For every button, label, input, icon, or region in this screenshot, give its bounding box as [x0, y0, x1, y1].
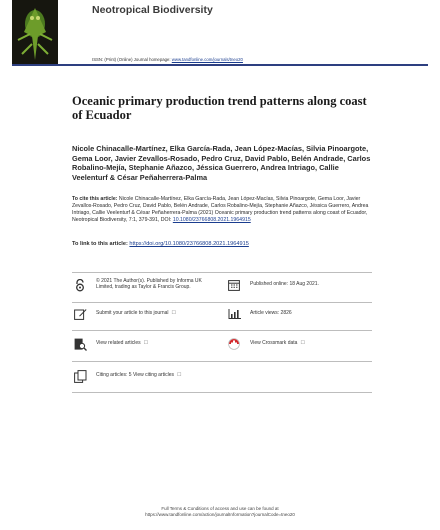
crossmark-icon — [226, 337, 242, 351]
calendar-icon — [226, 278, 242, 292]
citation-block — [72, 196, 372, 224]
table-divider — [72, 272, 372, 273]
pencil-icon — [72, 307, 88, 321]
external-link-icon: ☐ — [143, 340, 149, 346]
table-divider — [72, 302, 372, 303]
related-articles-link[interactable] — [72, 337, 212, 351]
issn-line — [92, 57, 243, 62]
article-link-line — [72, 241, 372, 247]
issn-text: ISSN: (Print) (Online) Journal homepage: — [92, 57, 172, 62]
table-divider — [72, 330, 372, 331]
external-link-icon: ☐ — [171, 310, 177, 316]
citation-text: Nicole Chinacalle-Martínez, Elka García-Rada, Jean López-Macías, Silvia Pinoargote, Gema Loor, Javier Zevallos-Rosado, Pedro Cruz, David Pablo, Belén Andrade, Carlos Robalino-Mejía, Stephanie Añazco, Jéssica Guerrero, Andrea Intriago, Callie Veelenturf & César Peñaherrera-Palma (2021) Oceanic primary production trend patterns along coast of Ecuador, Neotropical Biodiversity, 7:1, 379-391, DOI: — [72, 196, 369, 223]
journal-homepage-link[interactable]: www.tandfonline.com/journals/tneo20 — [171, 57, 243, 62]
footer-line-1: Full Terms & Conditions of access and use can be found at — [161, 506, 279, 511]
external-link-icon: ☐ — [300, 340, 305, 346]
external-link-icon: ☐ — [177, 372, 182, 378]
submit-text: Submit your article to this journal — [96, 310, 169, 316]
journal-name: Neotropical Biodiversity — [92, 4, 213, 16]
journal-cover-image — [12, 0, 58, 64]
footer — [60, 506, 380, 518]
submit-article-link[interactable] — [72, 307, 212, 321]
doi-link[interactable]: 10.1080/23766808.2021.1964915 — [172, 217, 251, 223]
related-text: View related articles — [96, 340, 141, 346]
link-label: To link to this article: — [72, 241, 130, 247]
table-divider — [72, 361, 372, 362]
table-divider — [72, 392, 372, 393]
bar-chart-icon — [226, 307, 242, 321]
views-cell — [226, 307, 372, 321]
footer-line-2[interactable]: https://www.tandfonline.com/action/journalInformation?journalCode=tneo20 — [145, 512, 295, 517]
published-text: Published online: 18 Aug 2021. — [250, 281, 319, 287]
article-title: Oceanic primary production trend patterns along coast of Ecuador — [72, 94, 367, 122]
citing-articles-link[interactable] — [72, 369, 272, 383]
citing-text: Citing articles: 5 View citing articles — [96, 372, 174, 378]
open-access-icon — [72, 278, 88, 292]
crossmark-link[interactable] — [226, 337, 372, 351]
article-authors: Nicole Chinacalle-Martínez, Elka García-Rada, Jean López-Macías, Silvia Pinoargote, Gema Loor, Javier Zevallos-Rosado, Pedro Cruz, David Pablo, Belén Andrade, Carlos Robalino-Mejía, Stephanie Añazco, Jéssica Guerrero, Andrea Intriago, Callie Veelenturf & César Peñaherrera-Palma — [72, 144, 371, 182]
copy-documents-icon — [72, 369, 88, 383]
views-text: Article views: 2826 — [250, 310, 292, 316]
search-document-icon — [72, 337, 88, 351]
license-text: © 2021 The Author(s). Published by Informa UK Limited, trading as Taylor & Francis Group. — [96, 278, 202, 291]
citation-label: To cite this article: — [72, 196, 118, 202]
header-rule — [12, 64, 428, 66]
published-cell — [226, 278, 372, 292]
article-url-link[interactable]: https://doi.org/10.1080/23766808.2021.1964915 — [129, 241, 249, 247]
license-cell — [72, 278, 212, 292]
crossmark-text: View Crossmark data — [250, 340, 298, 346]
